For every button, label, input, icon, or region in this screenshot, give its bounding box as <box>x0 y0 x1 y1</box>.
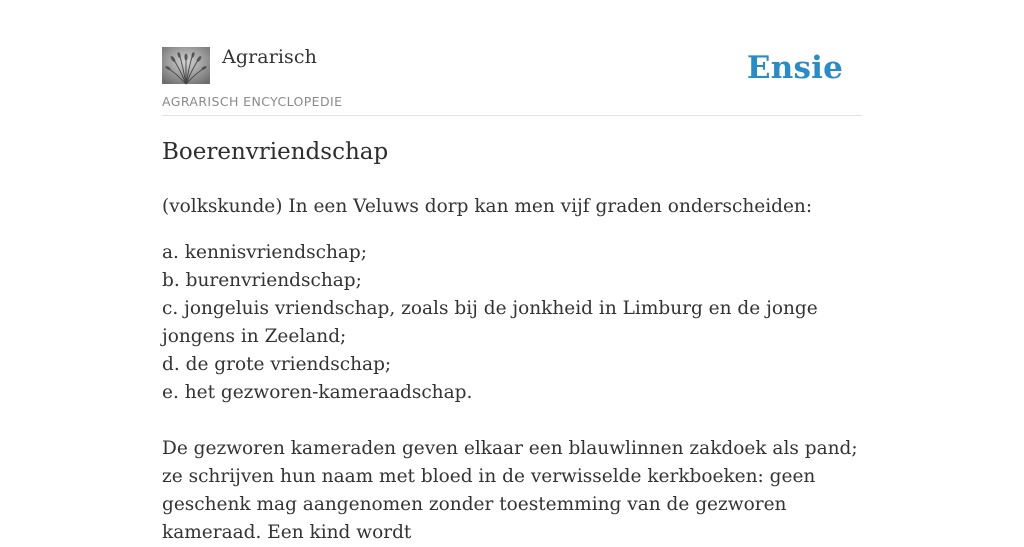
article-intro: (volkskunde) In een Veluws dorp kan men vijf graden onderscheiden: <box>162 196 813 217</box>
list-item: c. jongeluis vriendschap, zoals bij de jonkheid in Limburg en de jonge jongens in Zeeland; <box>162 298 818 347</box>
list-item: b. burenvriendschap; <box>162 270 362 291</box>
page <box>162 0 862 543</box>
list-item: d. de grote vriendschap; <box>162 354 392 375</box>
list-item: e. het gezworen-kameraadschap. <box>162 382 473 403</box>
brand-logo[interactable]: Ensie <box>746 50 843 86</box>
list-item: a. kennisvriendschap; <box>162 242 367 263</box>
header <box>162 0 862 116</box>
source-subtitle: AGRARISCH ENCYCLOPEDIE <box>162 94 343 109</box>
source-name[interactable]: Agrarisch <box>222 46 317 68</box>
article-title: Boerenvriendschap <box>162 139 389 165</box>
article-paragraph: De gezworen kameraden geven elkaar een blauwlinnen zakdoek als pand; ze schrijven hun naam met bloed in de verwisselde kerkboeken: geen geschenk mag aangenomen zonder toestemming van de gezworen kameraad. Een kind wordt <box>162 438 858 543</box>
article-list <box>162 239 862 407</box>
wheat-logo-icon[interactable] <box>162 47 210 84</box>
